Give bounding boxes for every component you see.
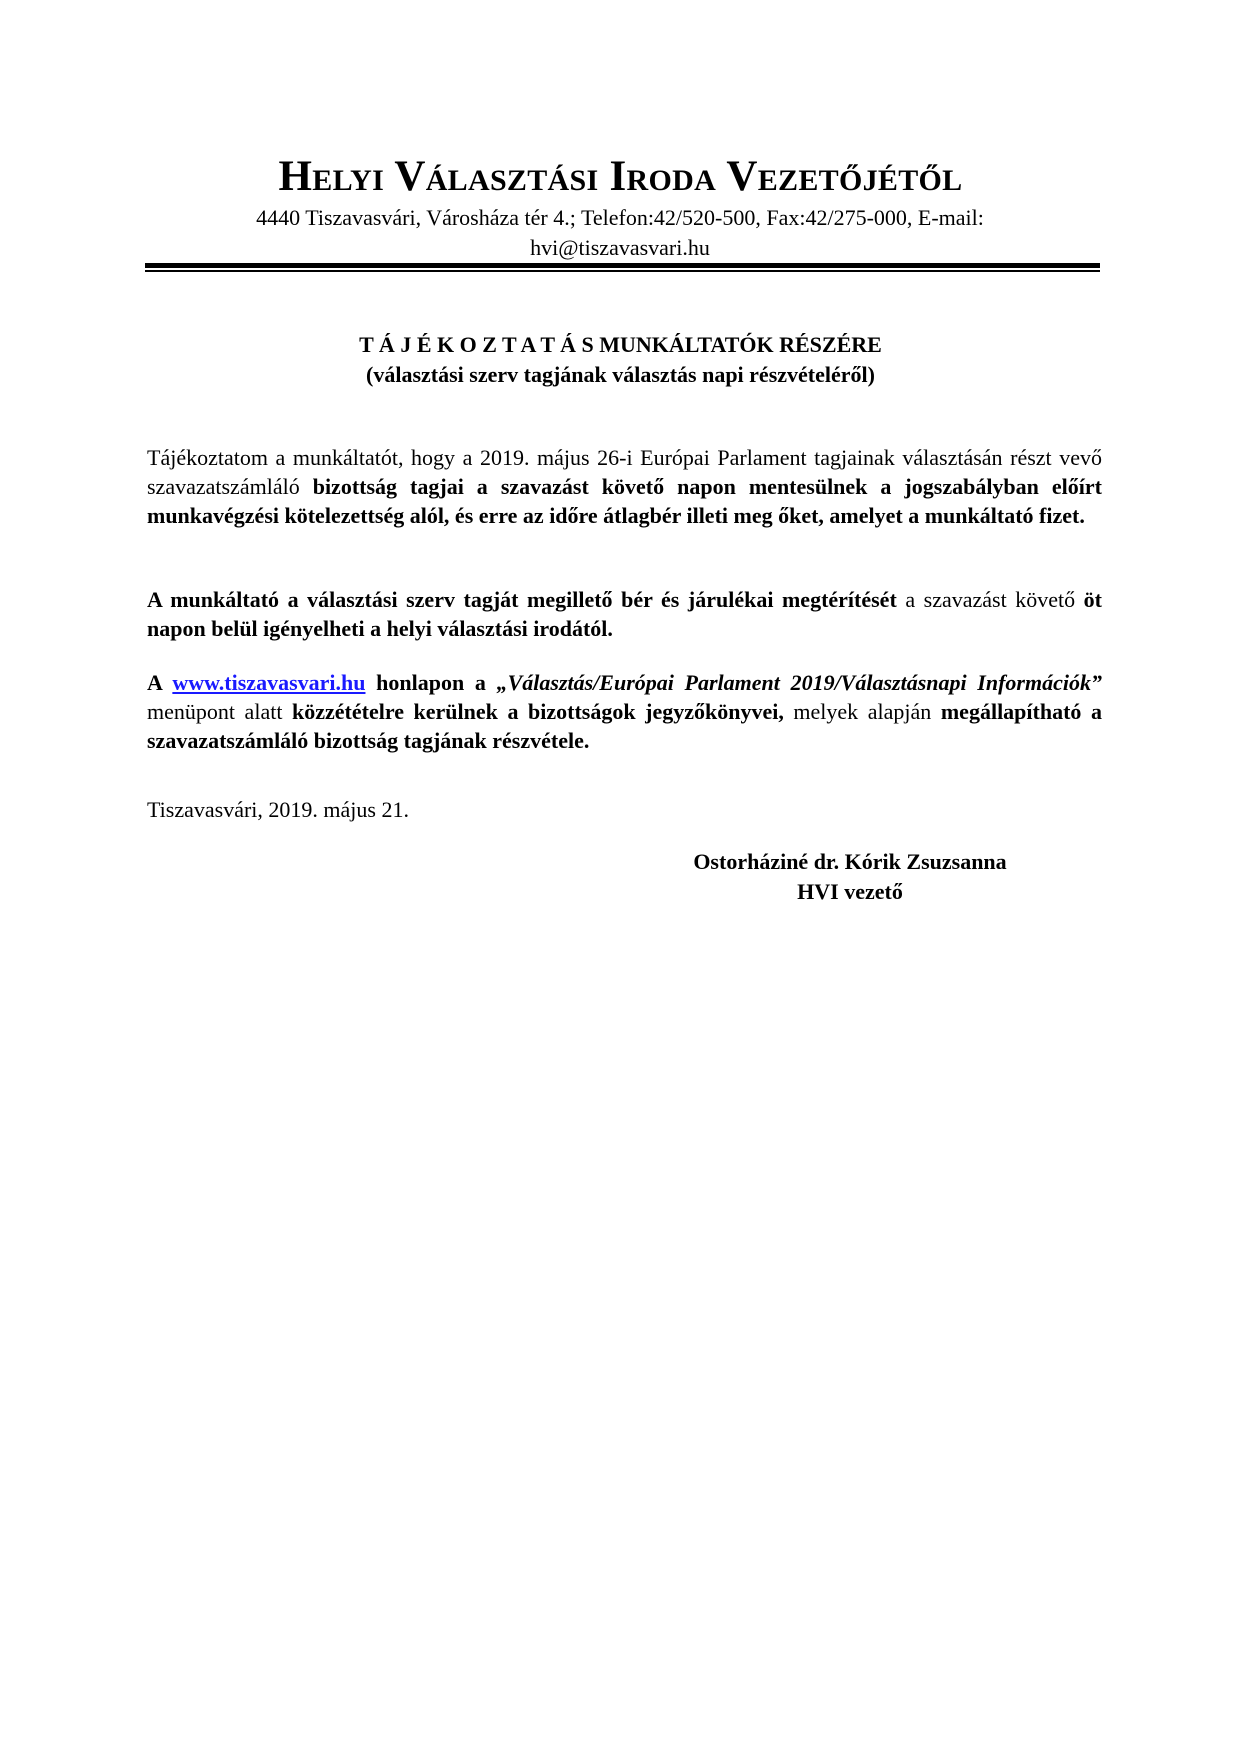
subject-spaced-word: T Á J É K O Z T A T Á S	[359, 332, 594, 357]
paragraph-3-bold-a: A	[147, 670, 173, 695]
paragraph-3-bold-1: közzétételre kerülnek a bizottságok jegyzőkönyvei,	[292, 699, 784, 724]
signatory-name: Ostorháziné dr. Kórik Zsuzsanna	[693, 849, 1007, 874]
paragraph-2-bold-2: öt napon belül igényelheti a helyi választási irodától.	[147, 587, 1102, 641]
letterhead-divider-thin	[145, 270, 1100, 272]
document-subject	[0, 330, 1241, 390]
signature-block	[640, 847, 1060, 907]
menu-path: „Választás/Európai Parlament 2019/Választásnapi Információk”	[496, 670, 1102, 695]
paragraph-2-bold-1: A munkáltató a választási szerv tagját megillető bér és járulékai megtérítését	[147, 587, 897, 612]
paragraph-3-bold-2: megállapítható a szavazatszámláló bizottság tagjának részvétele.	[147, 699, 1102, 753]
paragraph-2-text: a szavazást követő	[896, 587, 1084, 612]
letterhead-title: Helyi Választási Iroda Vezetőjétől	[278, 153, 963, 200]
subject-line-1	[0, 330, 1241, 360]
paragraph-website	[147, 668, 1102, 755]
paragraph-3-text-1: menüpont alatt	[147, 699, 292, 724]
paragraph-3-bold-honlapon: honlapon a	[365, 670, 497, 695]
subject-line-2: (választási szerv tagjának választás napi részvételéről)	[366, 362, 875, 387]
paragraph-1-text: Tájékoztatom a munkáltatót, hogy a 2019. május 26-i Európai Parlament tagjainak választásán részt vevő szavazatszámláló	[147, 445, 1102, 499]
website-link[interactable]: www.tiszavasvari.hu	[172, 670, 366, 695]
contact-line-address: 4440 Tiszavasvári, Városháza tér 4.; Telefon:42/520-500, Fax:42/275-000, E-mail:	[256, 205, 984, 230]
paragraph-3-text-2: melyek alapján	[783, 699, 941, 724]
date-line: Tiszavasvári, 2019. május 21.	[147, 797, 409, 822]
paragraph-1-bold: bizottság tagjai a szavazást követő napon mentesülnek a jogszabályban előírt munkavégzési kötelezettség alól, és erre az időre átlagbér illeti meg őket, amelyet a munkáltató fizet.	[147, 474, 1102, 528]
paragraph-exemption	[147, 443, 1102, 530]
paragraph-reimbursement	[147, 585, 1102, 643]
subject-line-1-rest: MUNKÁLTATÓK RÉSZÉRE	[599, 332, 882, 357]
contact-line-email: hvi@tiszavasvari.hu	[530, 235, 710, 260]
letterhead-contact	[180, 203, 1060, 263]
signatory-role: HVI vezető	[797, 879, 903, 904]
letterhead-divider-thick	[145, 263, 1100, 268]
